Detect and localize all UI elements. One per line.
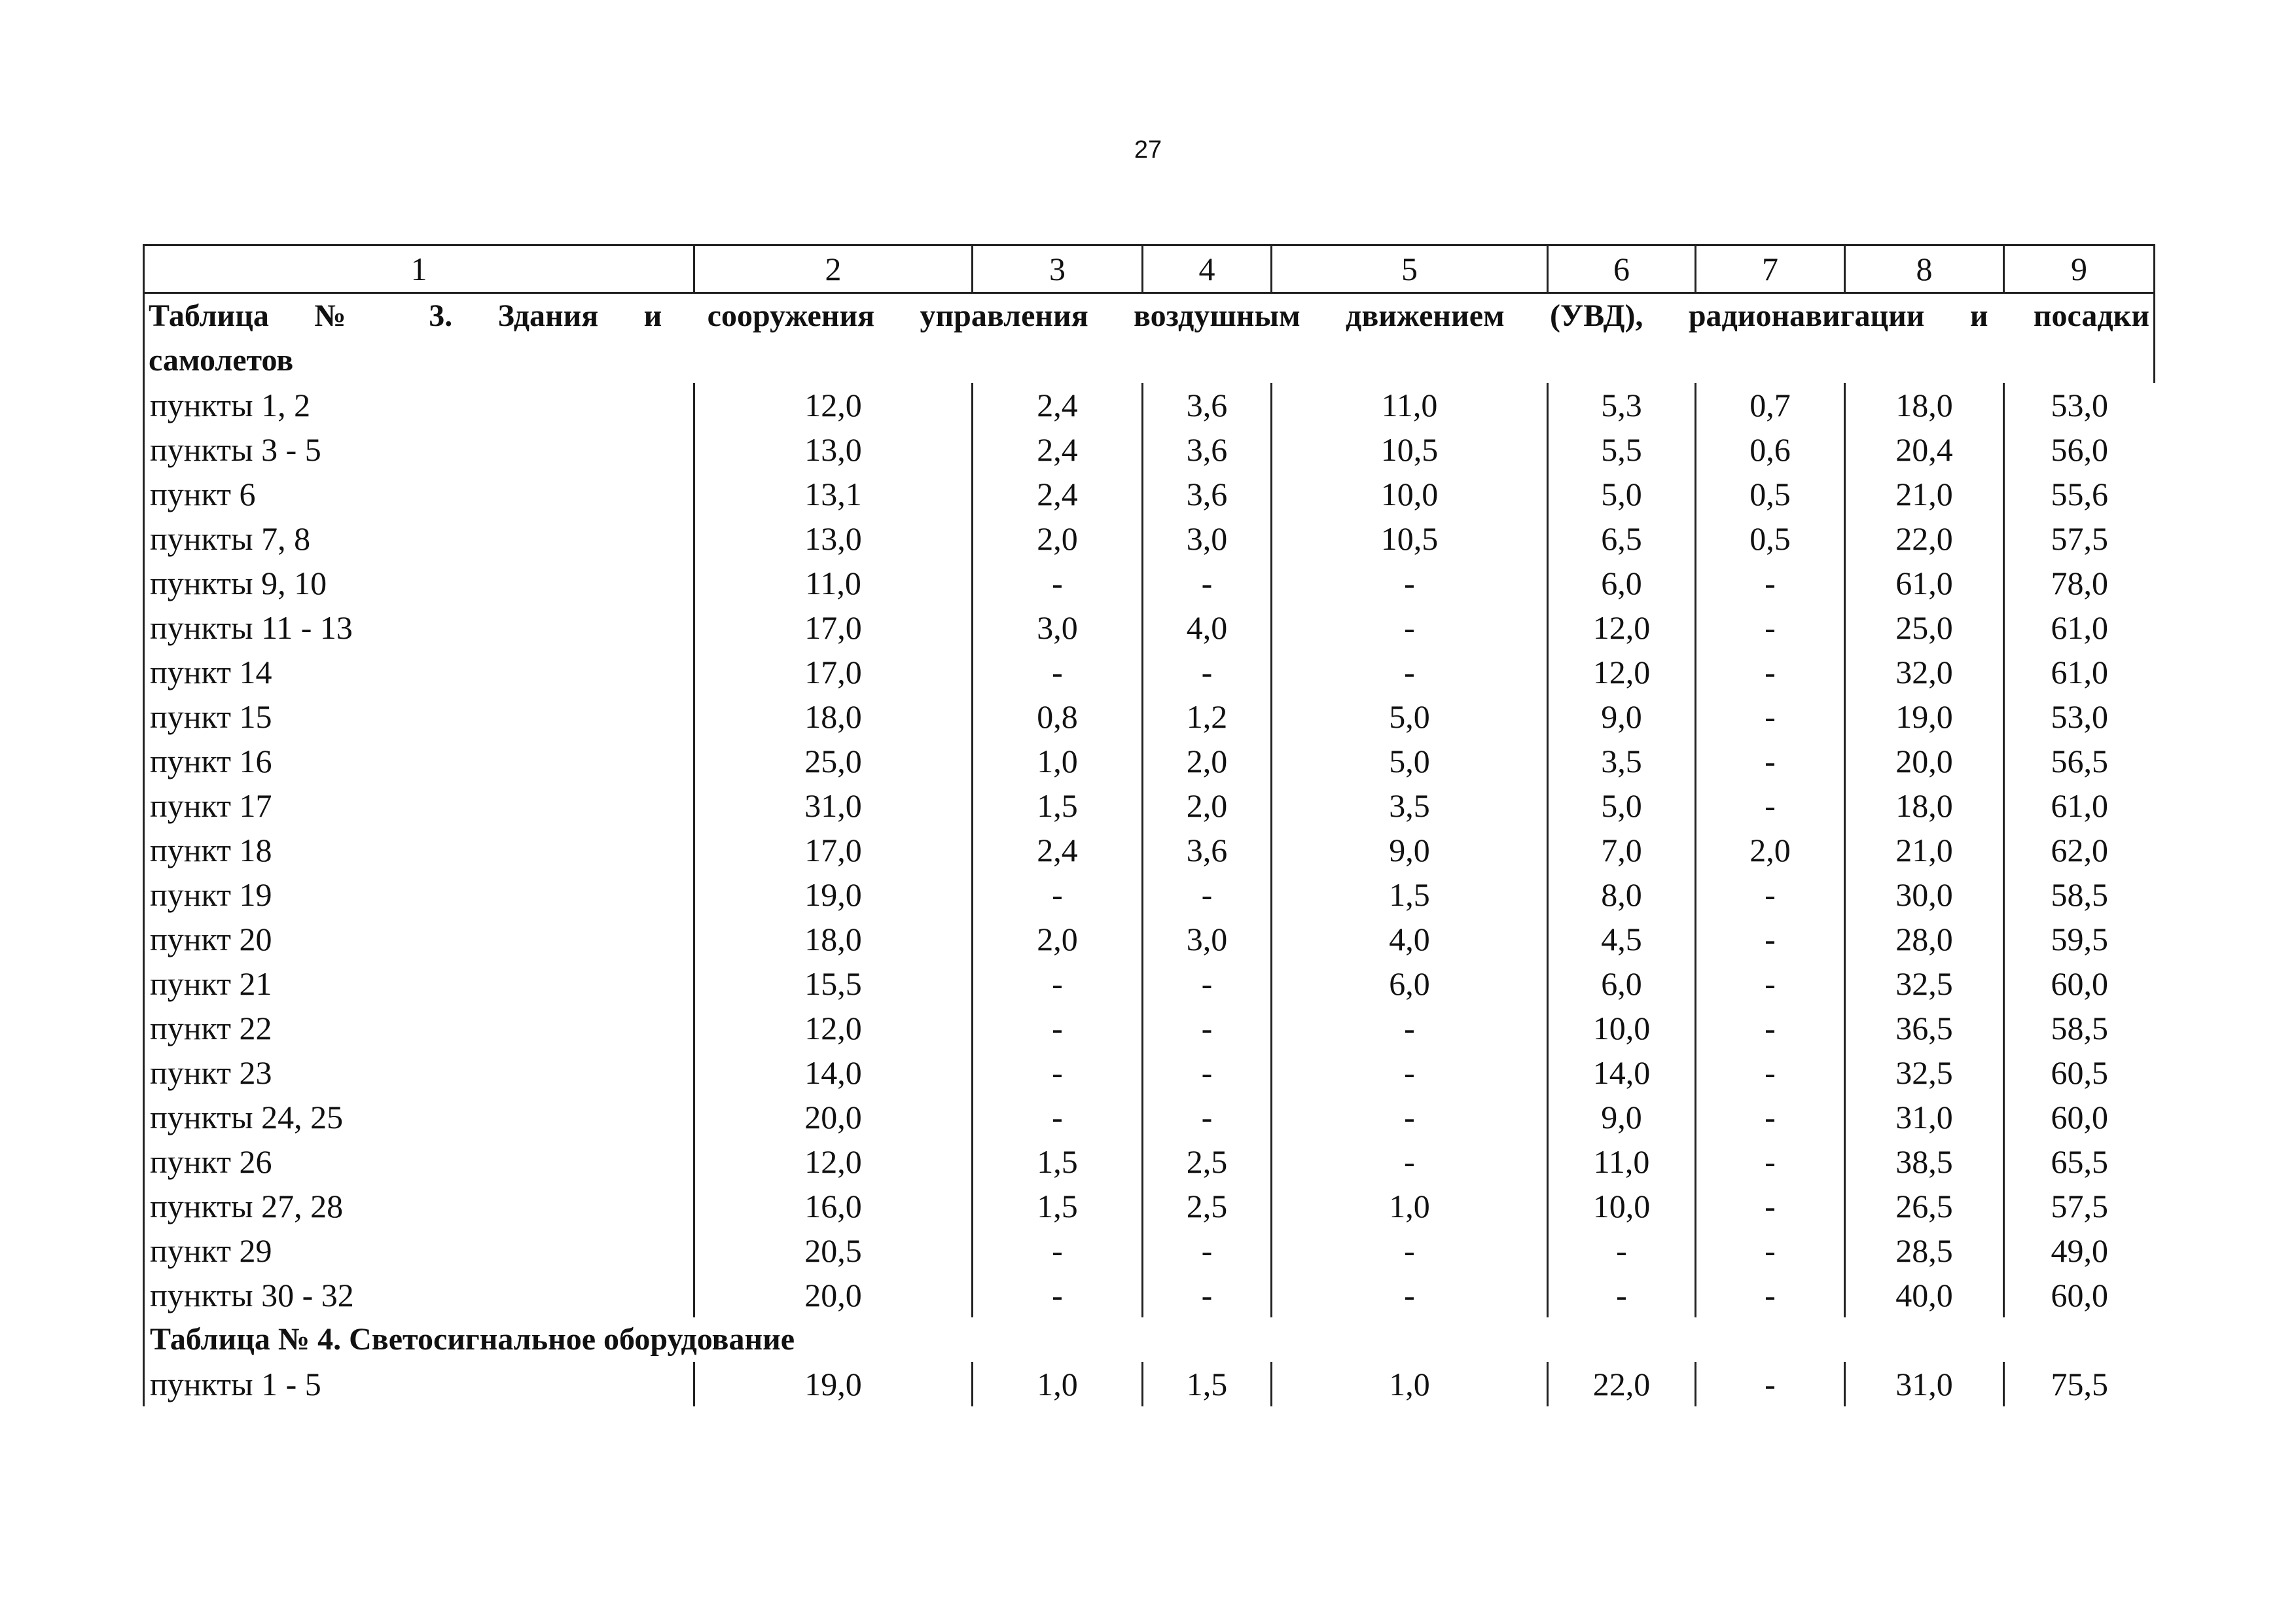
table-cell: 5,3 [1548, 383, 1696, 427]
table-cell: 25,0 [694, 739, 973, 783]
table-cell: - [1143, 1006, 1272, 1050]
table-cell: - [973, 961, 1143, 1006]
row-label: пункт 20 [144, 917, 694, 961]
table-row [144, 1006, 2155, 1050]
table-cell: 1,0 [1272, 1362, 1548, 1406]
table-row [144, 694, 2155, 739]
table-cell: 56,5 [2051, 743, 2108, 779]
table-cell: 1,0 [1272, 1184, 1548, 1228]
row-label: пункт 26 [144, 1139, 694, 1184]
table-cell: 40,0 [1845, 1273, 2004, 1317]
table-row [144, 1184, 2155, 1228]
table-cell: 20,0 [1845, 739, 2004, 783]
table-cell: - [973, 561, 1143, 605]
table-cell: 20,4 [1845, 427, 2004, 472]
table-cell: - [1696, 694, 1845, 739]
table-cell: - [1696, 1050, 1845, 1095]
table-cell: - [1272, 1273, 1548, 1317]
table-cell: 12,0 [694, 1139, 973, 1184]
table-cell: - [1272, 561, 1548, 605]
row-label: пункт 22 [144, 1006, 694, 1050]
table-cell: - [973, 1273, 1143, 1317]
table-cell: - [973, 1095, 1143, 1139]
table-cell: 11,0 [1548, 1139, 1696, 1184]
table-cell: 2,0 [973, 917, 1143, 961]
table-cell: 13,1 [694, 472, 973, 516]
table-cell: 31,0 [694, 783, 973, 828]
table-cell: - [1143, 1050, 1272, 1095]
table-cell: 78,0 [2051, 565, 2108, 601]
table-cell: 5,0 [1548, 472, 1696, 516]
table-cell: - [1696, 1139, 1845, 1184]
section-3-title-line2: самолетов [144, 338, 2155, 383]
table-cell: 18,0 [1845, 783, 2004, 828]
column-header: 9 [2004, 245, 2155, 293]
table-row [144, 427, 2155, 472]
table-cell: 2,0 [1143, 783, 1272, 828]
table-cell: 12,0 [694, 383, 973, 427]
row-label: пункт 29 [144, 1228, 694, 1273]
table-cell: 9,0 [1548, 694, 1696, 739]
table-cell: 57,5 [2051, 1188, 2108, 1224]
table-cell: 55,6 [2051, 476, 2108, 512]
section-4-title: Таблица № 4. Светосигнальное оборудование [144, 1317, 2155, 1362]
table-cell: 17,0 [694, 650, 973, 694]
table-row [144, 961, 2155, 1006]
table-cell: - [1272, 650, 1548, 694]
table-cell: 1,5 [973, 1184, 1143, 1228]
table-cell: 22,0 [1845, 516, 2004, 561]
table-cell: - [1272, 1095, 1548, 1139]
table-cell: 22,0 [1548, 1362, 1696, 1406]
table-cell: 9,0 [1548, 1095, 1696, 1139]
table-cell: 10,0 [1548, 1006, 1696, 1050]
table-cell: 6,0 [1272, 961, 1548, 1006]
table-cell: 31,0 [1845, 1362, 2004, 1406]
table-cell: 25,0 [1845, 605, 2004, 650]
table-cell: 10,5 [1272, 516, 1548, 561]
table-cell: 4,0 [1272, 917, 1548, 961]
table-cell: - [973, 1006, 1143, 1050]
table-row [144, 828, 2155, 872]
table-cell: 10,0 [1548, 1184, 1696, 1228]
row-label: пункт 19 [144, 872, 694, 917]
table-cell: - [1143, 650, 1272, 694]
table-cell: 12,0 [1548, 650, 1696, 694]
table-cell: 2,4 [973, 427, 1143, 472]
table-cell: 60,0 [2051, 1277, 2108, 1313]
table-cell: - [1696, 1228, 1845, 1273]
table-cell: 6,0 [1548, 561, 1696, 605]
row-label: пункт 15 [144, 694, 694, 739]
table-cell: - [1696, 917, 1845, 961]
table-cell: 15,5 [694, 961, 973, 1006]
table-cell: - [1696, 650, 1845, 694]
table-cell: 17,0 [694, 605, 973, 650]
table-cell: 2,4 [973, 383, 1143, 427]
table-cell: - [1548, 1228, 1696, 1273]
table-cell: 49,0 [2051, 1232, 2108, 1269]
row-label: пункт 6 [144, 472, 694, 516]
table-row [144, 1139, 2155, 1184]
table-row [144, 1095, 2155, 1139]
table-cell: 19,0 [1845, 694, 2004, 739]
table-cell: 8,0 [1548, 872, 1696, 917]
table-cell: 65,5 [2051, 1143, 2108, 1180]
table-cell: 60,5 [2051, 1054, 2108, 1091]
table-cell: 2,5 [1143, 1139, 1272, 1184]
table-cell: 60,0 [2051, 965, 2108, 1002]
table-body [144, 245, 2155, 1407]
table-row [144, 650, 2155, 694]
table-cell: 61,0 [2051, 787, 2108, 824]
table-cell: - [1696, 783, 1845, 828]
table-cell: 57,5 [2051, 520, 2108, 557]
row-label: пункт 17 [144, 783, 694, 828]
table-row [144, 561, 2155, 605]
table-cell: 0,6 [1696, 427, 1845, 472]
table-row [144, 1050, 2155, 1095]
table-cell: 3,6 [1143, 472, 1272, 516]
row-label: пункты 9, 10 [144, 561, 694, 605]
table-cell: 53,0 [2051, 698, 2108, 735]
table-cell: 0,5 [1696, 516, 1845, 561]
table-cell: - [1696, 605, 1845, 650]
table-cell: - [1696, 872, 1845, 917]
table-cell: 4,0 [1143, 605, 1272, 650]
table-cell: 32,5 [1845, 1050, 2004, 1095]
table-cell: 32,5 [1845, 961, 2004, 1006]
table-cell: - [1272, 1006, 1548, 1050]
table-cell: 56,0 [2051, 431, 2108, 468]
table-cell: 1,0 [973, 1362, 1143, 1406]
table-cell: 58,5 [2051, 1010, 2108, 1046]
row-label: пункты 1 - 5 [144, 1362, 694, 1406]
table-cell: 11,0 [694, 561, 973, 605]
table-row [144, 783, 2155, 828]
table-cell: - [1143, 872, 1272, 917]
column-header: 4 [1143, 245, 1272, 293]
row-label: пункт 23 [144, 1050, 694, 1095]
table-cell: 3,6 [1143, 427, 1272, 472]
table-cell: 30,0 [1845, 872, 2004, 917]
table-cell: 1,5 [1272, 872, 1548, 917]
table-row [144, 872, 2155, 917]
table-cell: 26,5 [1845, 1184, 2004, 1228]
table-cell: 5,5 [1548, 427, 1696, 472]
table-cell: 3,6 [1143, 828, 1272, 872]
table-cell: 20,5 [694, 1228, 973, 1273]
table-row [144, 739, 2155, 783]
table-cell: 3,0 [973, 605, 1143, 650]
table-cell: 28,5 [1845, 1228, 2004, 1273]
table-cell: - [1143, 561, 1272, 605]
table-cell: 61,0 [1845, 561, 2004, 605]
table-cell: - [1696, 1006, 1845, 1050]
table-cell: 1,5 [973, 783, 1143, 828]
table-cell: - [1272, 1228, 1548, 1273]
table-cell: 10,5 [1272, 427, 1548, 472]
table-cell: 3,6 [1143, 383, 1272, 427]
table-cell: 59,5 [2051, 921, 2108, 957]
table-cell: 28,0 [1845, 917, 2004, 961]
table-cell: - [1696, 961, 1845, 1006]
table-cell: 2,4 [973, 828, 1143, 872]
table-cell: - [1696, 1184, 1845, 1228]
table-cell: 38,5 [1845, 1139, 2004, 1184]
table-cell: - [973, 1050, 1143, 1095]
table-cell: 32,0 [1845, 650, 2004, 694]
table-cell: 31,0 [1845, 1095, 2004, 1139]
table-cell: 1,5 [1143, 1362, 1272, 1406]
table-cell: - [1696, 1095, 1845, 1139]
table-cell: 5,0 [1272, 739, 1548, 783]
table-row [144, 605, 2155, 650]
table-cell: 75,5 [2051, 1366, 2108, 1402]
table-cell: - [1272, 605, 1548, 650]
table-cell: 3,0 [1143, 516, 1272, 561]
row-label: пункты 27, 28 [144, 1184, 694, 1228]
table-cell: 18,0 [694, 917, 973, 961]
table-cell: 53,0 [2051, 387, 2108, 423]
row-label: пункты 3 - 5 [144, 427, 694, 472]
section-3-title-row-2 [144, 338, 2155, 383]
row-label: пункт 21 [144, 961, 694, 1006]
table-cell: 18,0 [694, 694, 973, 739]
table-cell: 2,4 [973, 472, 1143, 516]
table-cell: - [1143, 1273, 1272, 1317]
table-cell: 21,0 [1845, 472, 2004, 516]
row-label: пункты 30 - 32 [144, 1273, 694, 1317]
column-header-row [144, 245, 2155, 293]
table-cell: 60,0 [2051, 1099, 2108, 1135]
row-label: пункты 1, 2 [144, 383, 694, 427]
table-row [144, 1362, 2155, 1406]
table-cell: 2,0 [973, 516, 1143, 561]
table-cell: 21,0 [1845, 828, 2004, 872]
section-3-title-line1: Таблица № 3. Здания и сооружения управления воздушным движением (УВД), радионавигации и посадки [144, 293, 2155, 339]
table-row [144, 1273, 2155, 1317]
section-4-title-row [144, 1317, 2155, 1362]
column-header: 8 [1845, 245, 2004, 293]
table-cell: 3,0 [1143, 917, 1272, 961]
table-cell: 14,0 [1548, 1050, 1696, 1095]
table-cell: - [1696, 1362, 1845, 1406]
table-cell: - [1696, 739, 1845, 783]
table-cell: 17,0 [694, 828, 973, 872]
column-header: 3 [973, 245, 1143, 293]
row-label: пункт 16 [144, 739, 694, 783]
table-cell: 11,0 [1272, 383, 1548, 427]
table-cell: - [973, 872, 1143, 917]
table-cell: 61,0 [2051, 654, 2108, 690]
table-cell: 0,8 [973, 694, 1143, 739]
table-cell: - [1696, 561, 1845, 605]
table-cell: 2,0 [1143, 739, 1272, 783]
table-cell: 20,0 [694, 1273, 973, 1317]
table-cell: 6,5 [1548, 516, 1696, 561]
table-cell: - [973, 650, 1143, 694]
table-cell: 2,0 [1696, 828, 1845, 872]
table-cell: 7,0 [1548, 828, 1696, 872]
column-header: 1 [144, 245, 694, 293]
column-header: 2 [694, 245, 973, 293]
table-cell: 5,0 [1272, 694, 1548, 739]
table-cell: 16,0 [694, 1184, 973, 1228]
row-label: пункты 7, 8 [144, 516, 694, 561]
table-cell: 10,0 [1272, 472, 1548, 516]
table-cell: 1,0 [973, 739, 1143, 783]
table-cell: 6,0 [1548, 961, 1696, 1006]
row-label: пункты 11 - 13 [144, 605, 694, 650]
table-cell: 14,0 [694, 1050, 973, 1095]
table-row [144, 516, 2155, 561]
table-cell: - [1548, 1273, 1696, 1317]
table-cell: 12,0 [694, 1006, 973, 1050]
row-label: пункт 18 [144, 828, 694, 872]
table-cell: - [973, 1228, 1143, 1273]
table-cell: 1,2 [1143, 694, 1272, 739]
table-cell: 0,7 [1696, 383, 1845, 427]
table-row [144, 383, 2155, 427]
table-cell: - [1143, 961, 1272, 1006]
table-cell: - [1696, 1273, 1845, 1317]
table-cell: 61,0 [2051, 609, 2108, 646]
table-row [144, 472, 2155, 516]
row-label: пункты 24, 25 [144, 1095, 694, 1139]
table-cell: - [1272, 1050, 1548, 1095]
table-cell: 20,0 [694, 1095, 973, 1139]
table-cell: 19,0 [694, 1362, 973, 1406]
table-cell: 2,5 [1143, 1184, 1272, 1228]
table-cell: 1,5 [973, 1139, 1143, 1184]
table-row [144, 917, 2155, 961]
column-header: 6 [1548, 245, 1696, 293]
row-label: пункт 14 [144, 650, 694, 694]
page-number: 27 [1134, 136, 1162, 164]
table-cell: 13,0 [694, 427, 973, 472]
table-cell: 62,0 [2051, 832, 2108, 868]
table-cell: 13,0 [694, 516, 973, 561]
table-cell: - [1143, 1095, 1272, 1139]
table-cell: 4,5 [1548, 917, 1696, 961]
table-cell: - [1272, 1139, 1548, 1184]
column-header: 7 [1696, 245, 1845, 293]
table-cell: 18,0 [1845, 383, 2004, 427]
section-3-title-row [144, 293, 2155, 339]
table-cell: 9,0 [1272, 828, 1548, 872]
data-table [143, 244, 2155, 1406]
table-cell: 5,0 [1548, 783, 1696, 828]
table-cell: 19,0 [694, 872, 973, 917]
table-cell: 3,5 [1548, 739, 1696, 783]
table-cell: 0,5 [1696, 472, 1845, 516]
table-row [144, 1228, 2155, 1273]
table-cell: 36,5 [1845, 1006, 2004, 1050]
table-cell: 3,5 [1272, 783, 1548, 828]
table-cell: - [1143, 1228, 1272, 1273]
column-header: 5 [1272, 245, 1548, 293]
table-cell: 12,0 [1548, 605, 1696, 650]
table-cell: 58,5 [2051, 876, 2108, 913]
